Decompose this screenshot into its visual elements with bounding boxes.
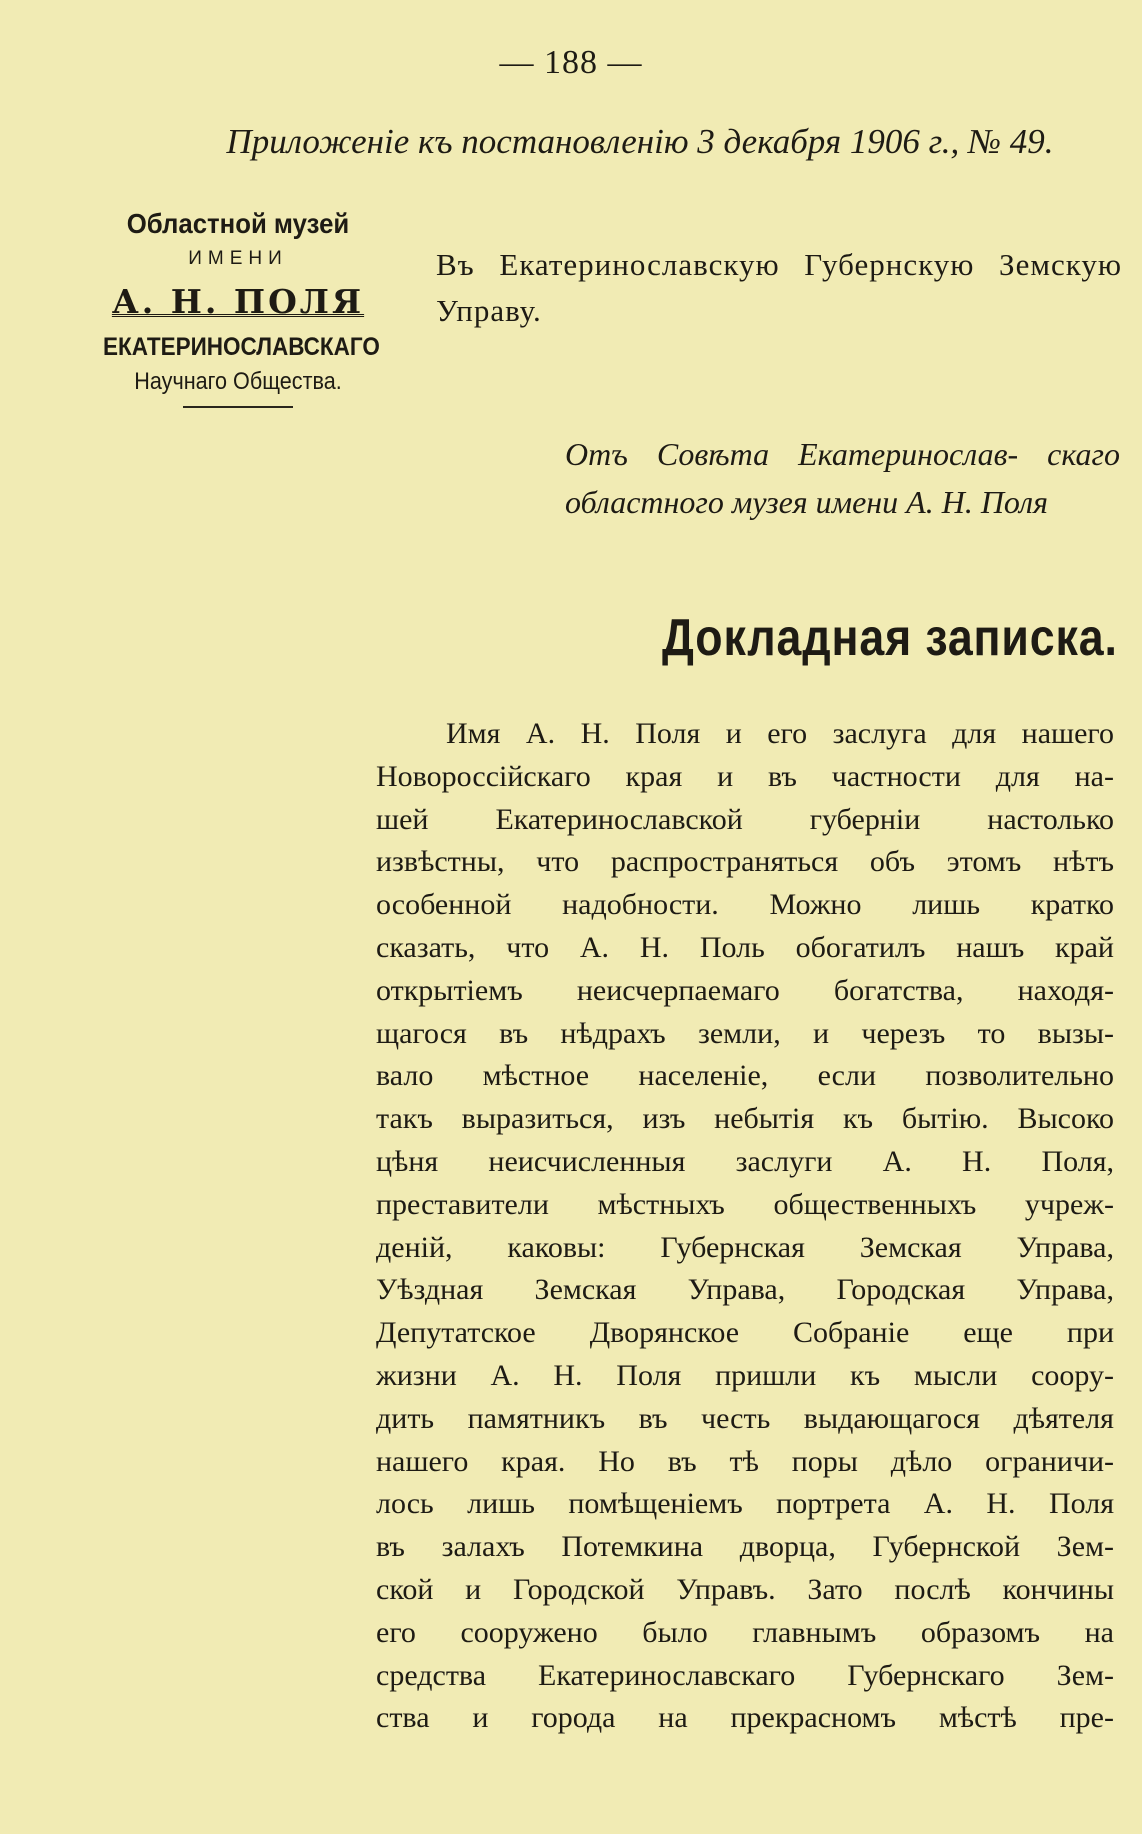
body-line: Депутатское Дворянское Собраніе еще при bbox=[376, 1316, 1114, 1350]
letterhead-divider bbox=[183, 406, 293, 408]
body-line: преставители мѣстныхъ общественныхъ учреж- bbox=[376, 1187, 1114, 1221]
letterhead-line-1: Областной музей bbox=[126, 208, 350, 239]
body-line: извѣстны, что распространяться объ этомъ нѣтъ bbox=[376, 845, 1114, 879]
body-line: Имя А. Н. Поля и его заслуга для нашего bbox=[446, 717, 1114, 750]
body-line: жизни А. Н. Поля пришли къ мысли соору- bbox=[376, 1358, 1114, 1392]
body-line: ства и города на прекрасномъ мѣстѣ пре- bbox=[376, 1701, 1114, 1735]
body-line: деній, каковы: Губернская Земская Управа, bbox=[376, 1230, 1114, 1264]
body-text bbox=[376, 713, 1114, 1740]
document-heading: Докладная записка. bbox=[662, 609, 1118, 667]
body-line: сказать, что А. Н. Поль обогатилъ нашъ край bbox=[376, 930, 1114, 964]
body-line: въ залахъ Потемкина дворца, Губернской Зем- bbox=[376, 1530, 1114, 1564]
body-line: нашего края. Но въ тѣ поры дѣло ограничи- bbox=[376, 1444, 1114, 1478]
appendix-line: Приложеніе къ постановленію 3 декабря 1906 г., № 49. bbox=[226, 122, 1054, 161]
body-line: такъ выразиться, изъ небытія къ бытію. Высоко bbox=[376, 1102, 1114, 1136]
body-line: шей Екатеринославской губерніи настолько bbox=[376, 802, 1114, 836]
letterhead-line-3: А. Н. ПОЛЯ bbox=[111, 282, 365, 321]
letterhead-line-2: ИМЕНИ bbox=[188, 248, 288, 269]
letterhead-line-4: ЕКАТЕРИНОСЛАВСКАГО bbox=[103, 333, 380, 361]
body-line: средства Екатеринославскаго Губернскаго Зем- bbox=[376, 1658, 1114, 1692]
addressee: Въ Екатеринославскую Губернскую Земскую Управу. bbox=[436, 247, 1122, 328]
body-line: цѣня неисчисленныя заслуги А. Н. Поля, bbox=[376, 1144, 1114, 1178]
body-line: щагося въ нѣдрахъ земли, и черезъ то вызы- bbox=[376, 1016, 1114, 1050]
body-line: лось лишь помѣщеніемъ портрета А. Н. Поля bbox=[376, 1487, 1114, 1521]
body-line: вало мѣстное населеніе, если позволительно bbox=[376, 1059, 1114, 1093]
body-line: Уѣздная Земская Управа, Городская Управа, bbox=[376, 1273, 1114, 1307]
page-number: — 188 — bbox=[499, 44, 643, 81]
body-line: Новороссійскаго края и въ частности для на- bbox=[376, 759, 1114, 793]
body-line: ской и Городской Управъ. Зато послѣ кончины bbox=[376, 1572, 1114, 1606]
body-line: открытіемъ неисчерпаемаго богатства, находя- bbox=[376, 973, 1114, 1007]
sender: Отъ Совѣта Екатеринослав- скаго областного музея имени А. Н. Поля bbox=[565, 436, 1120, 520]
body-line: его сооружено было главнымъ образомъ на bbox=[376, 1615, 1114, 1649]
body-line: дить памятникъ въ честь выдающагося дѣятеля bbox=[376, 1401, 1114, 1435]
letterhead-line-5: Научнаго Общества. bbox=[134, 368, 342, 395]
body-line: особенной надобности. Можно лишь кратко bbox=[376, 888, 1114, 922]
museum-letterhead bbox=[88, 208, 388, 408]
